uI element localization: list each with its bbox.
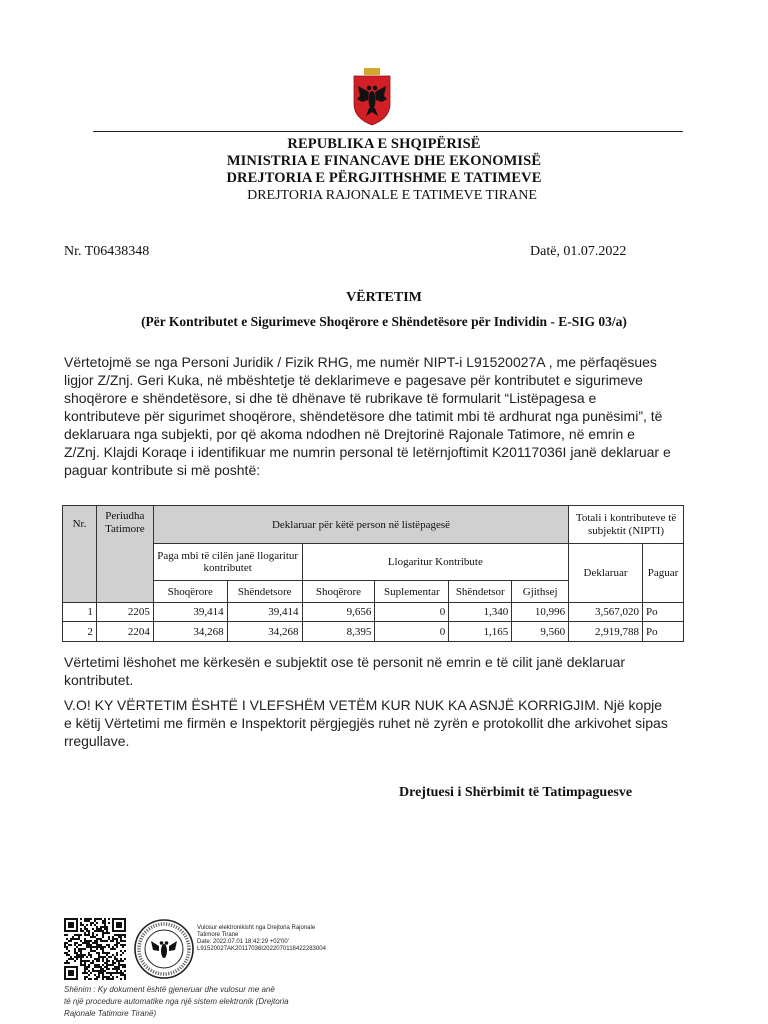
table-row [63, 622, 684, 642]
col-header-llogaritur: Llogaritur Kontribute [302, 544, 569, 581]
doc-number: Nr. T06438348 [64, 244, 150, 259]
header-divider [93, 131, 683, 132]
header-regional: DREJTORIA RAJONALE E TATIMEVE TIRANE [247, 188, 537, 203]
cell-paguar: Po [642, 622, 683, 642]
col-header-paga: Paga mbi të cilën janë llogaritur kontributet [153, 544, 302, 581]
sub-header-kontr-shoqerore: Shoqërore [302, 581, 375, 603]
col-header-deklaruar-total: Deklaruar [569, 544, 643, 603]
header-republic: REPUBLIKA E SHQIPËRISË [287, 136, 481, 152]
header-directorate: DREJTORIA E PËRGJITHSHME E TATIMEVE [226, 170, 542, 186]
footer-note [64, 984, 364, 1020]
cell-nr: 2 [63, 622, 97, 642]
albanian-coat-of-arms-icon [352, 66, 392, 126]
footer-note-line-2: të një procedure automatike nga një sistem elektronik (Drejtoria [64, 997, 289, 1006]
issuance-note: Vërtetimi lëshohet me kërkesën e subjektit ose të personit në emrin e të cilit janë deklaruar kontributet. [64, 654, 626, 688]
doc-title: VËRTETIM [346, 290, 422, 305]
cell-paga-shendetesore: 34,268 [227, 622, 302, 642]
doc-date: Datë, 01.07.2022 [530, 244, 627, 259]
cell-deklaruar: 3,567,020 [569, 603, 643, 622]
seal-line-1: Vulosur elektronikisht nga Drejtoria Rajonale [197, 925, 316, 931]
cell-gjithsej: 10,996 [512, 603, 569, 622]
col-header-nr: Nr. [63, 506, 97, 603]
cell-deklaruar: 2,919,788 [569, 622, 643, 642]
sub-header-suplementar: Suplementar [375, 581, 449, 603]
header-ministry: MINISTRIA E FINANCAVE DHE EKONOMISË [226, 153, 542, 169]
cell-periudha: 2204 [96, 622, 153, 642]
sub-header-gjithsej: Gjithsej [512, 581, 569, 603]
cell-nr: 1 [63, 603, 97, 622]
footer-note-line-3: Rajonale Tatimore Tiranë) [64, 1009, 157, 1018]
cell-paga-shendetesore: 39,414 [227, 603, 302, 622]
cell-kontr-shoqerore: 8,395 [302, 622, 375, 642]
validity-note: V.O! KY VËRTETIM ËSHTË I VLEFSHËM VETËM KUR NUK KA ASNJË KORRIGJIM. Një kopje e këtij Vërtetimi me firmën e Inspektorit përgjegjës ruhet në zyrën e protokollit dhe arkivohet sipas rregullave. [64, 697, 668, 749]
cell-gjithsej: 9,560 [512, 622, 569, 642]
seal-line-4: L91520027AK20117036I2022070118422283004 [197, 946, 326, 952]
seal-info [197, 925, 377, 953]
seal-line-2: Tatimore Tirane [197, 932, 239, 938]
sub-header-paga-shendetesore: Shëndetsore [227, 581, 302, 603]
cell-paga-shoqerore: 34,268 [153, 622, 227, 642]
certification-paragraph: Vërtetojmë se nga Personi Juridik / Fizik RHG, me numër NIPT-i L91520027A , me përfaqësues ligjor Z/Znj. Geri Kuka, në mbështetje të deklarimeve e pagesave për kontributet e sigurimeve shoqërore e shëndetësore, si dhe të dhënave të rubrikave të formularit “Listëpagesa e kontributeve për sigurimet shoqërore, shëndetësore dhe tatimit mbi të ardhurat nga punësimi”, të deklaruara nga subjekti, por që akoma ndodhen në Drejtorinë Rajonale Tatimore, në emrin e Z/Znj. Klajdi Koraqe i identifikuar me numrin personal të letërnjoftimit K20117036I janë deklaruar e paguar kontribute si më poshtë: [64, 354, 671, 478]
sub-header-kontr-shendetesor: Shëndetsor [449, 581, 512, 603]
cell-suplementar: 0 [375, 622, 449, 642]
table-row [63, 603, 684, 622]
doc-subtitle: (Për Kontributet e Sigurimeve Shoqërore e Shëndetësore për Individin - E-SIG 03/a) [141, 314, 627, 329]
cell-periudha: 2205 [96, 603, 153, 622]
electronic-seal-icon [133, 918, 195, 980]
qr-code-icon [64, 918, 126, 980]
cell-kontr-shendetesor: 1,165 [449, 622, 512, 642]
cell-kontr-shoqerore: 9,656 [302, 603, 375, 622]
col-header-deklaruar: Deklaruar për këtë person në listëpagesë [153, 506, 568, 544]
cell-paga-shoqerore: 39,414 [153, 603, 227, 622]
seal-line-3: Date: 2022.07.01 18:42:29 +02'00' [197, 939, 289, 945]
footer-note-line-1: Shënim : Ky dokument është gjeneruar dhe vulosur me anë [64, 985, 275, 994]
col-header-paguar: Paguar [642, 544, 683, 603]
signature-title: Drejtuesi i Shërbimit të Tatimpaguesve [399, 785, 633, 800]
col-header-periudha: Periudha Tatimore [96, 506, 153, 603]
cell-paguar: Po [642, 603, 683, 622]
col-header-totali: Totali i kontributeve të subjektit (NIPTI) [569, 506, 684, 544]
contributions-table [62, 505, 684, 642]
cell-suplementar: 0 [375, 603, 449, 622]
cell-kontr-shendetesor: 1,340 [449, 603, 512, 622]
sub-header-paga-shoqerore: Shoqërore [153, 581, 227, 603]
